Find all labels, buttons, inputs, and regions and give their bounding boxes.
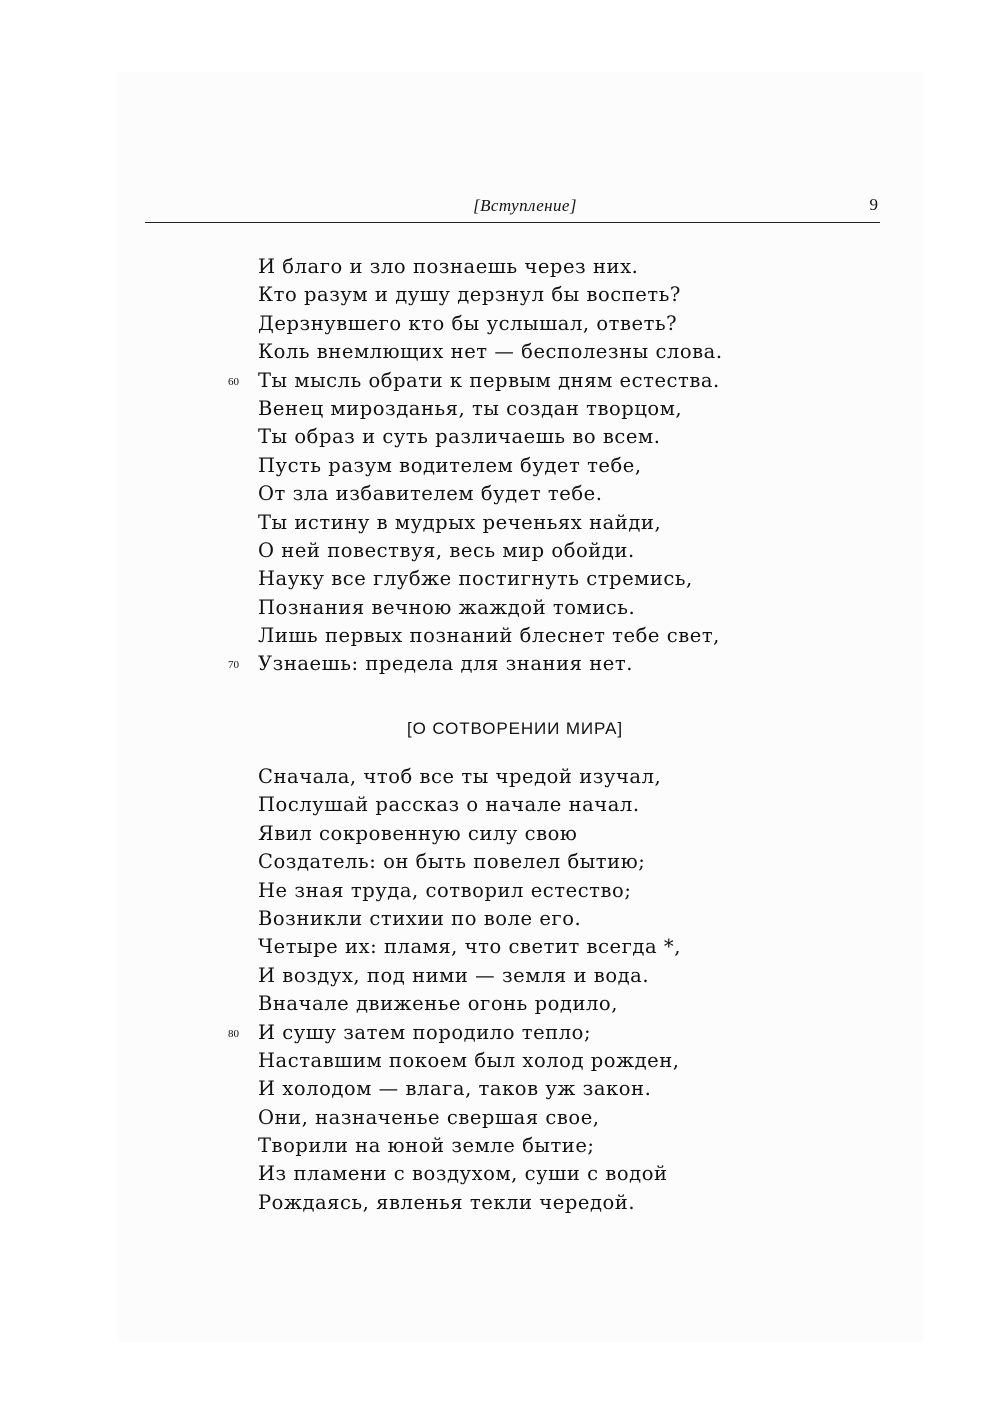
verse-line xyxy=(228,1019,818,1047)
verse-line xyxy=(258,423,818,451)
verse-text: Познания вечною жаждой томись. xyxy=(258,595,636,619)
verse-line xyxy=(258,1075,818,1103)
verse-text: Они, назначенье свершая свое, xyxy=(258,1105,600,1129)
verse-line xyxy=(258,1132,818,1160)
verse-text: Венец мирозданья, ты создан творцом, xyxy=(258,396,683,420)
verse-text: Творили на юной земле бытие; xyxy=(258,1134,595,1158)
verse-line xyxy=(258,565,818,593)
verse-text: Лишь первых познаний блеснет тебе свет, xyxy=(258,624,720,648)
verse-line xyxy=(258,310,818,338)
verse-text: И благо и зло познаешь через них. xyxy=(258,255,639,278)
verse-text: Явил сокровенную силу свою xyxy=(258,821,578,845)
verse-text: Узнаешь: предела для знания нет. xyxy=(258,652,633,676)
verse-line xyxy=(258,480,818,508)
verse-line xyxy=(228,650,818,678)
verse-line xyxy=(258,877,818,905)
verse-text: Наставшим покоем был холод рожден, xyxy=(258,1048,680,1072)
header-rule xyxy=(145,222,880,223)
line-number: 70 xyxy=(228,659,239,672)
section-heading: [О СОТВОРЕНИИ МИРА] xyxy=(406,719,624,738)
verse-line xyxy=(258,848,818,876)
verse-line xyxy=(258,820,818,848)
verse-text: Четыре их: пламя, что светит всегда *, xyxy=(258,935,681,959)
verse-text: О ней повествуя, весь мир обойди. xyxy=(258,538,635,562)
verse-line xyxy=(258,1160,818,1188)
verse-text: Науку все глубже постигнуть стремись, xyxy=(258,567,693,591)
verse-text: Из пламени с воздухом, суши с водой xyxy=(258,1162,668,1186)
verse-text: Возникли стихии по воле его. xyxy=(258,906,582,930)
verse-text: Создатель: он быть повелел бытию; xyxy=(258,850,646,874)
verse-text: И сушу затем породило тепло; xyxy=(258,1020,592,1044)
verse-text: Сначала, чтоб все ты чредой изучал, xyxy=(258,765,662,788)
verse-text: Дерзнувшего кто бы услышал, ответь? xyxy=(258,311,678,335)
verse-text: Коль внемлющих нет — бесполезны слова. xyxy=(258,340,723,364)
verse-line xyxy=(258,537,818,565)
verse-line xyxy=(258,763,818,791)
verse-text: Не зная труда, сотворил естество; xyxy=(258,878,632,902)
verse-line xyxy=(258,622,818,650)
verse-text: Вначале движенье огонь родило, xyxy=(258,992,618,1016)
verse-line xyxy=(258,338,818,366)
verse-text: Пусть разум водителем будет тебе, xyxy=(258,453,642,477)
verse-line xyxy=(258,933,818,961)
verse-line xyxy=(258,990,818,1018)
verse-line xyxy=(258,509,818,537)
running-title: [Вступление] xyxy=(473,196,577,215)
verse-line xyxy=(258,1189,818,1217)
verse-line xyxy=(228,367,818,395)
verse-line xyxy=(258,1047,818,1075)
page-number: 9 xyxy=(869,195,878,214)
poem-section-introduction xyxy=(228,253,818,679)
verse-line xyxy=(258,962,818,990)
verse-text: И холодом — влага, таков уж закон. xyxy=(258,1077,652,1101)
line-number: 60 xyxy=(228,375,239,388)
verse-line xyxy=(258,395,818,423)
verse-line xyxy=(258,791,818,819)
running-header xyxy=(145,196,880,228)
verse-line xyxy=(258,281,818,309)
verse-text: Послушай рассказ о начале начал. xyxy=(258,793,640,817)
poem-section-creation xyxy=(228,763,818,1217)
verse-text: От зла избавителем будет тебе. xyxy=(258,482,603,506)
verse-line xyxy=(258,594,818,622)
verse-text: Ты образ и суть различаешь во всем. xyxy=(258,425,661,449)
verse-line xyxy=(258,253,818,281)
line-number: 80 xyxy=(228,1027,239,1040)
verse-text: Рождаясь, явленья текли чередой. xyxy=(258,1190,636,1214)
verse-line xyxy=(258,452,818,480)
verse-text: Ты мысль обрати к первым дням естества. xyxy=(258,368,720,392)
verse-text: Ты истину в мудрых реченьях найди, xyxy=(258,510,662,534)
verse-text: И воздух, под ними — земля и вода. xyxy=(258,963,650,987)
verse-line xyxy=(258,905,818,933)
verse-text: Кто разум и душу дерзнул бы воспеть? xyxy=(258,283,681,307)
verse-line xyxy=(258,1104,818,1132)
